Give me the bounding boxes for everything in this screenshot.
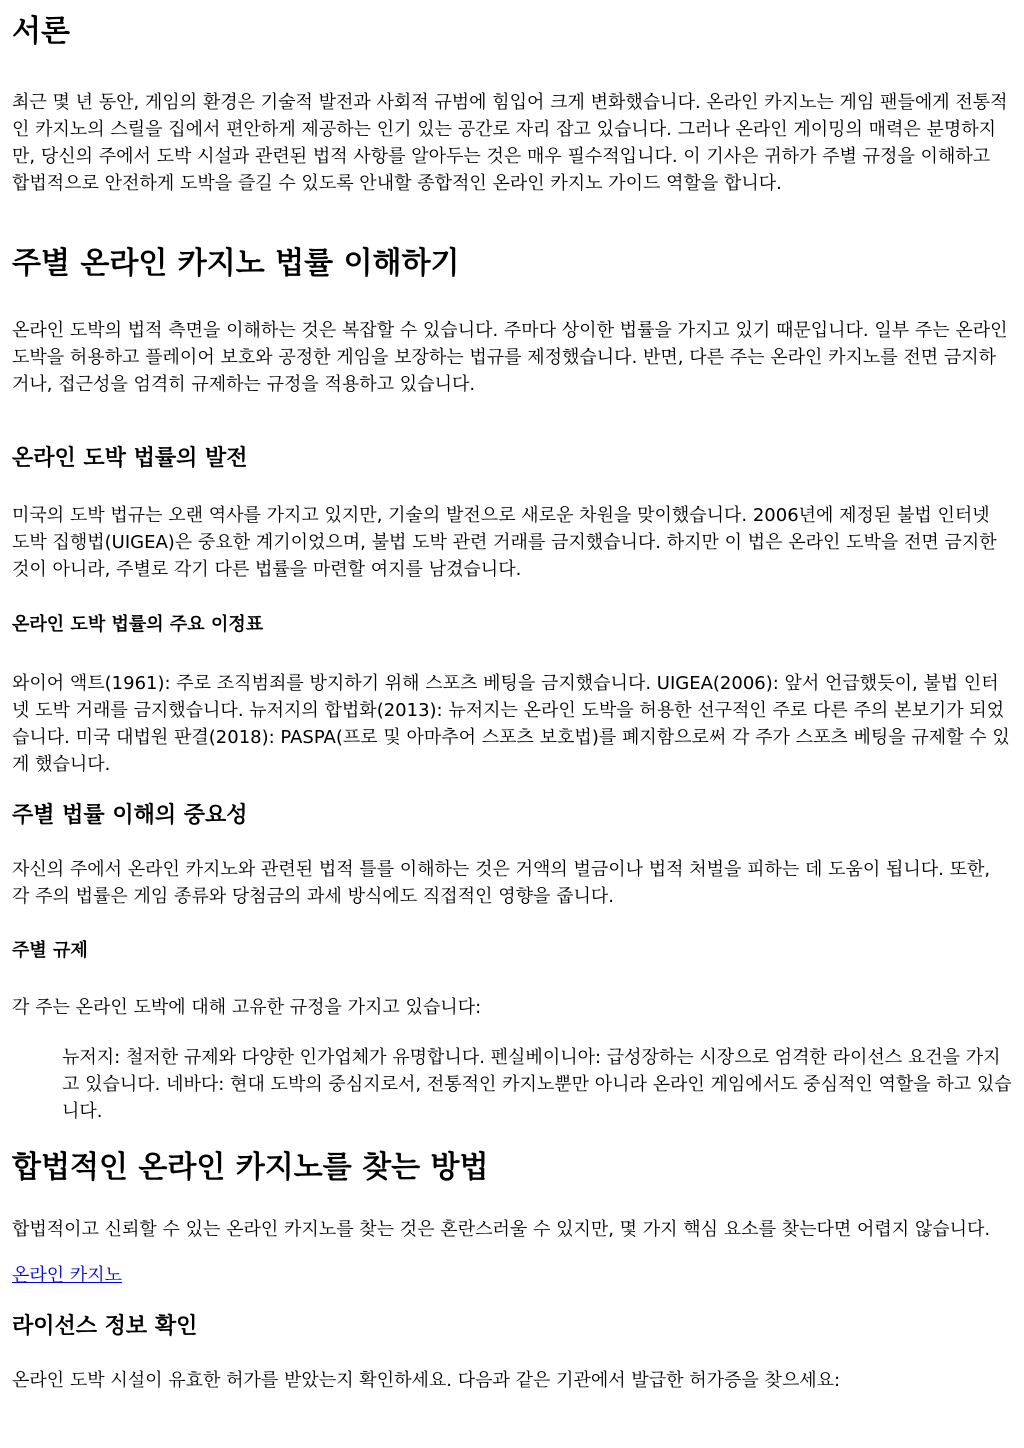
importance-paragraph: 자신의 주에서 온라인 카지노와 관련된 법적 틀를 이해하는 것은 거액의 벌금이나 법적 처벌을 피하는 데 도움이 됩니다. 또한, 각 주의 법률은 게임 종류와 당첨금의 과세 방식에도 직접적인 영향을 줍니다. bbox=[12, 859, 991, 907]
state-laws-paragraph: 온라인 도박의 법적 측면을 이해하는 것은 복잡할 수 있습니다. 주마다 상이한 법률을 가지고 있기 때문입니다. 일부 주는 온라인 도박을 허용하고 플레이어 보호와 공정한 게임을 보장하는 법규를 제정했습니다. 반면, 다른 주는 온라인 카지노를 전면 금지하거나, 접근성을 엄격히 규제하는 규정을 적용하고 있습니다. bbox=[12, 320, 1008, 395]
online-casino-link[interactable]: 온라인 카지노 bbox=[12, 1265, 123, 1286]
milestones-paragraph: 와이어 액트(1961): 주로 조직범죄를 방지하기 위해 스포츠 베팅을 금지했습니다. UIGEA(2006): 앞서 언급했듯이, 불법 인터넷 도박 거래를 금지했습니다. 뉴저지의 합법화(2013): 뉴저지는 온라인 도박을 허용한 선구적인 주로 다른 주의 본보기가 되었습니다. 미국 대법원 판결(2018): PASPA(프로 및 아마추어 스포츠 보호법)를 폐지함으로써 각 주가 스포츠 베팅을 규제할 수 있게 했습니다. bbox=[12, 673, 1010, 775]
find-casino-paragraph: 합법적이고 신뢰할 수 있는 온라인 카지노를 찾는 것은 혼란스러울 수 있지만, 몇 가지 핵심 요소를 찾는다면 어렵지 않습니다. bbox=[12, 1219, 991, 1240]
evolution-heading: 온라인 도박 법률의 발전 bbox=[12, 446, 248, 471]
find-casino-heading: 합법적인 온라인 카지노를 찾는 방법 bbox=[12, 1150, 489, 1185]
intro-heading: 서론 bbox=[12, 14, 70, 49]
intro-paragraph: 최근 몇 년 동안, 게임의 환경은 기술적 발전과 사회적 규범에 힘입어 크게 변화했습니다. 온라인 카지노는 게임 팬들에게 전통적인 카지노의 스릴을 집에서 편안하게 제공하는 인기 있는 공간로 자리 잡고 있습니다. 그러나 온라인 게이밍의 매력은 분명하지만, 당신의 주에서 도박 시설과 관련된 법적 사항를 알아두는 것은 매우 필수적입니다. 이 기사은 귀하가 주별 규정을 이해하고 합법적으로 안전하게 도박을 즐길 수 있도록 안내할 종합적인 온라인 카지노 가이드 역할을 합니다. bbox=[12, 92, 1008, 194]
evolution-paragraph: 미국의 도박 법규는 오랜 역사를 가지고 있지만, 기술의 발전으로 새로운 차원을 맞이했습니다. 2006년에 제정된 불법 인터넷 도박 집행법(UIGEA)은 중요한 계기이었으며, 불법 도박 관련 거래를 금지했습니다. 하지만 이 법은 온라인 도박을 전면 금지한 것이 아니라, 주별로 각기 다른 법률을 마련할 여지를 남겼습니다. bbox=[12, 505, 997, 580]
regulation-heading: 주별 규제 bbox=[12, 940, 88, 961]
link-line bbox=[12, 1262, 1012, 1289]
license-paragraph: 온라인 도박 시설이 유효한 허가를 받았는지 확인하세요. 다음과 같은 기관에서 발급한 허가증을 찾으세요: bbox=[12, 1370, 841, 1391]
regulation-blockquote: 뉴저지: 철저한 규제와 다양한 인가업체가 유명합니다. 펜실베이니아: 급성장하는 시장으로 엄격한 라이선스 요건을 가지고 있습니다. 네바다: 현대 도박의 중심지로서, 전통적인 카지노뿐만 아니라 온라인 게임에서도 중심적인 역할을 하고 있습니다. bbox=[62, 1047, 1012, 1122]
milestones-heading: 온라인 도박 법률의 주요 이정표 bbox=[12, 614, 264, 635]
importance-heading: 주별 법률 이해의 중요성 bbox=[12, 803, 248, 828]
license-heading: 라이선스 정보 확인 bbox=[12, 1314, 198, 1339]
state-laws-heading: 주별 온라인 카지노 법률 이해하기 bbox=[12, 246, 460, 281]
regulation-paragraph: 각 주는 온라인 도박에 대해 고유한 규정을 가지고 있습니다: bbox=[12, 997, 482, 1018]
